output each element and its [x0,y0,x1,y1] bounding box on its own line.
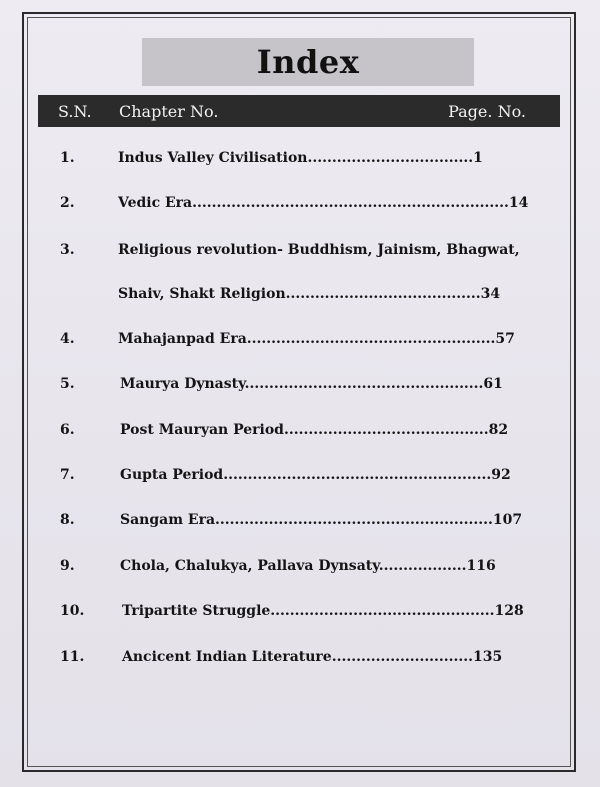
index-row [0,554,600,580]
header-sn: S.N. [58,102,92,121]
index-number: 1. [60,150,75,166]
index-entry: Gupta Period.......................................................92 [120,467,511,483]
index-row [0,327,600,353]
index-number: 2. [60,195,75,211]
index-number: 5. [60,376,75,392]
index-entry: Tripartite Struggle..............................................128 [122,603,524,619]
index-entry: Chola, Chalukya, Pallava Dynsaty..................116 [120,558,496,574]
index-entry: Shaiv, Shakt Religion........................................34 [118,286,501,302]
index-entry: Mahajanpad Era...................................................57 [118,331,515,347]
index-row [0,191,600,217]
index-number: 3. [60,242,75,258]
index-number: 11. [60,649,85,665]
index-row-continuation [0,282,600,308]
index-entry: Post Mauryan Period..........................................82 [120,422,509,438]
index-number: 4. [60,331,75,347]
index-row [0,146,600,172]
index-row [0,463,600,489]
index-row [0,372,600,398]
index-number: 8. [60,512,75,528]
page-title: Index [256,43,360,81]
index-row [0,645,600,671]
index-row [0,418,600,444]
index-number: 9. [60,558,75,574]
header-page: Page. No. [448,102,526,121]
index-entry: Maurya Dynasty.................................................61 [120,376,503,392]
index-entry: Sangam Era.........................................................107 [120,512,523,528]
index-number: 10. [60,603,85,619]
index-number: 6. [60,422,75,438]
index-row [0,508,600,534]
index-entry: Religious revolution- Buddhism, Jainism, Bhagwat, [118,242,520,258]
index-row [0,238,600,264]
index-entry: Ancicent Indian Literature.............................135 [122,649,503,665]
index-header-bar [38,95,560,127]
index-row [0,599,600,625]
index-number: 7. [60,467,75,483]
index-entry: Vedic Era.................................................................14 [118,195,529,211]
title-box [142,38,474,86]
header-chapter: Chapter No. [119,102,219,121]
index-entry: Indus Valley Civilisation..................................1 [118,150,483,166]
